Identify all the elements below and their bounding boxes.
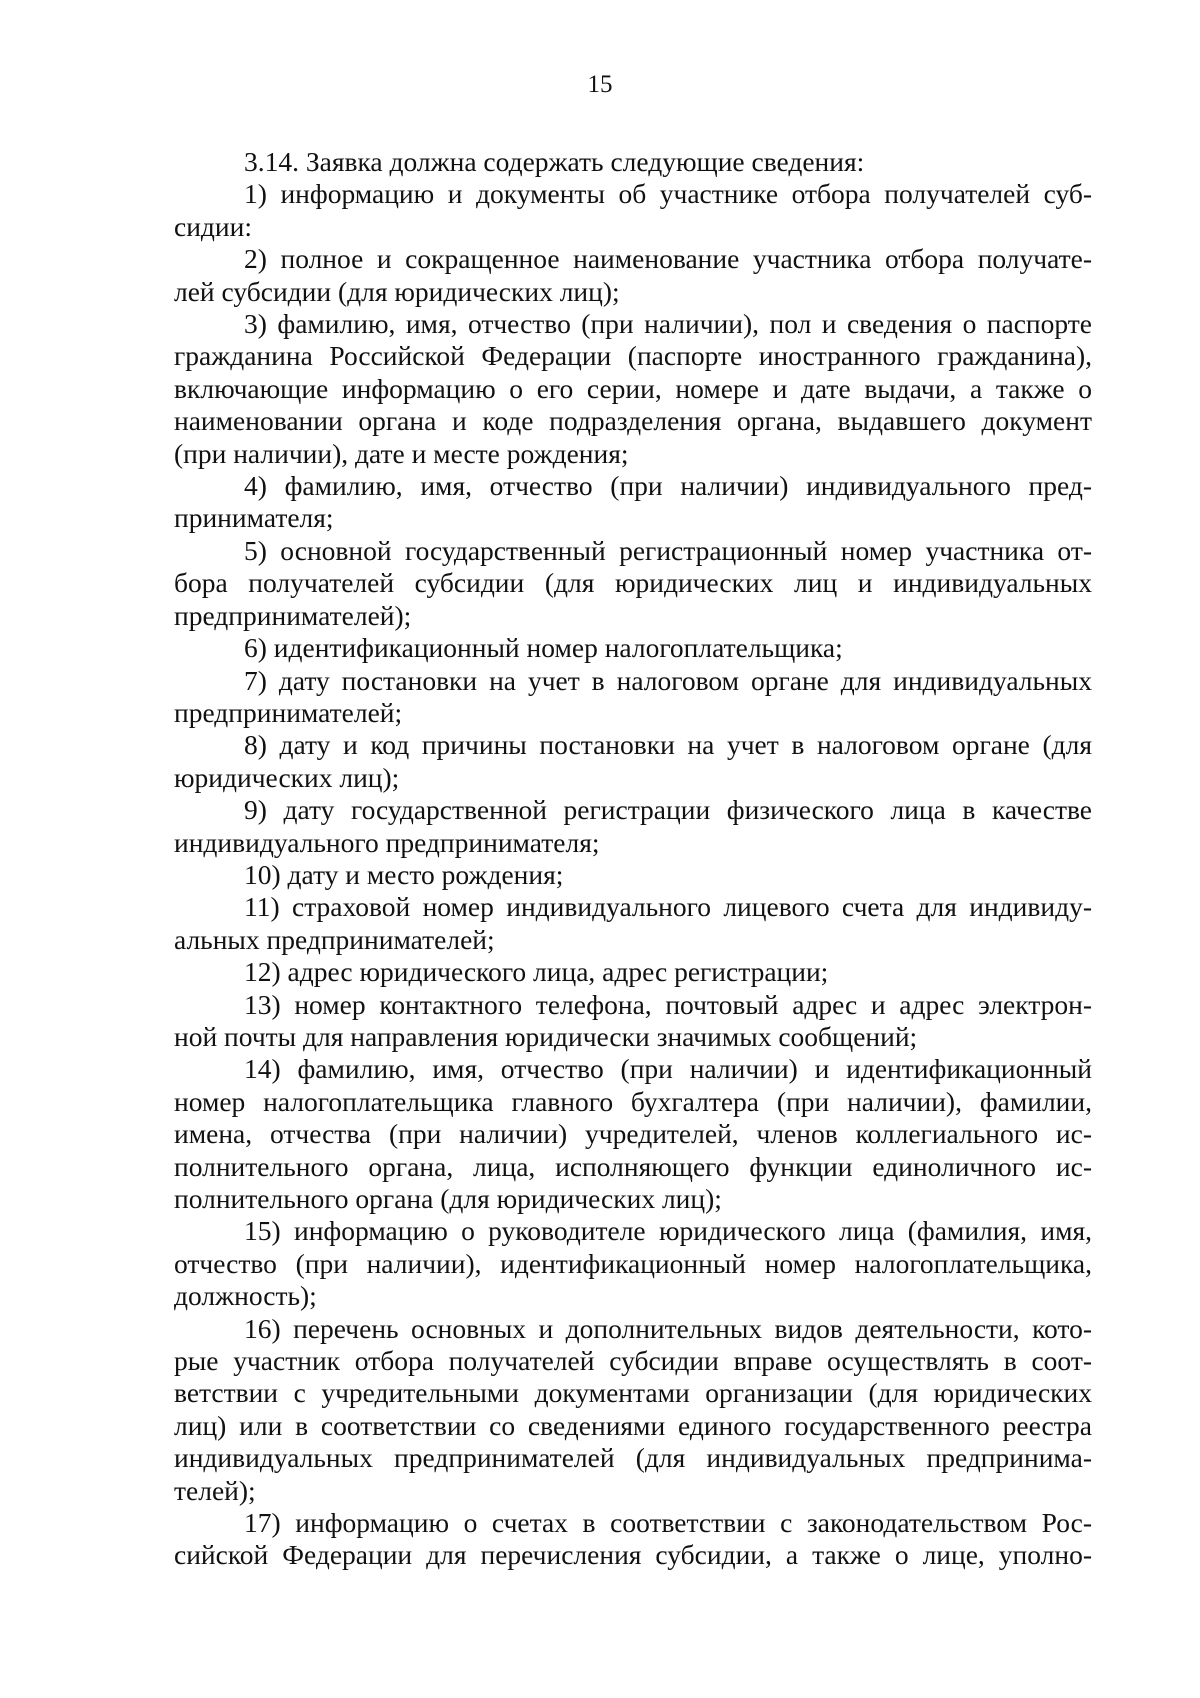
paragraph	[174, 1215, 1092, 1312]
text-line: сийской Федерации для перечисления субсидии, а также о лице, уполно-	[174, 1539, 1092, 1571]
text-line: 3) фамилию, имя, отчество (при наличии), пол и сведения о паспорте	[244, 308, 1092, 340]
paragraph	[174, 1507, 1092, 1572]
paragraph	[174, 794, 1092, 859]
text-line: включающие информацию о его серии, номере и дате выдачи, а также о	[174, 372, 1092, 404]
text-line: полнительного органа (для юридических лиц);	[174, 1183, 722, 1214]
text-line: отчество (при наличии), идентификационный номер налогоплательщика,	[174, 1247, 1092, 1279]
text-line: 4) фамилию, имя, отчество (при наличии) индивидуального пред-	[244, 470, 1092, 502]
text-line: 1) информацию и документы об участнике отбора получателей суб-	[244, 178, 1092, 210]
paragraph	[174, 729, 1092, 794]
text-line: индивидуального предпринимателя;	[174, 826, 600, 858]
text-line: 12) адрес юридического лица, адрес регистрации;	[244, 956, 829, 988]
text-line: 8) дату и код причины постановки на учет в налоговом органе (для	[244, 729, 1092, 761]
text-line: сидии:	[174, 210, 252, 242]
paragraph	[174, 470, 1092, 535]
text-line: 7) дату постановки на учет в налоговом органе для индивидуальных	[244, 664, 1092, 696]
text-line: номер налогоплательщика главного бухгалтера (при наличии), фамилии,	[174, 1085, 1092, 1117]
text-line: альных предпринимателей;	[174, 923, 495, 955]
text-line: телей);	[174, 1474, 256, 1506]
text-line: полнительного органа, лица, исполняющего функции единоличного ис-	[174, 1150, 1092, 1182]
paragraph	[174, 891, 1092, 956]
text-line: 9) дату государственной регистрации физического лица в качестве	[244, 794, 1092, 826]
paragraph	[174, 859, 1092, 891]
text-line: 10) дату и место рождения;	[244, 858, 564, 890]
paragraph	[174, 665, 1092, 730]
paragraph	[174, 989, 1092, 1054]
text-line: ной почты для направления юридически значимых сообщений;	[174, 1020, 918, 1052]
text-line: 11) страховой номер индивидуального лицевого счета для индивиду-	[244, 891, 1092, 923]
text-line: 16) перечень основных и дополнительных видов деятельности, кото-	[244, 1312, 1092, 1344]
text-line: гражданина Российской Федерации (паспорте иностранного гражданина),	[174, 340, 1092, 372]
paragraph	[174, 1053, 1092, 1215]
text-line: предпринимателей;	[174, 696, 403, 728]
text-line: 13) номер контактного телефона, почтовый адрес и адрес электрон-	[244, 988, 1092, 1020]
paragraph	[174, 146, 1092, 178]
paragraph	[174, 535, 1092, 632]
text-line: предпринимателей);	[174, 599, 412, 631]
text-line: ветствии с учредительными документами организации (для юридических	[174, 1377, 1092, 1409]
text-line: должность);	[174, 1280, 317, 1312]
text-line: бора получателей субсидии (для юридических лиц и индивидуальных	[174, 567, 1092, 599]
paragraph	[174, 1313, 1092, 1507]
paragraph	[174, 632, 1092, 664]
text-line: 6) идентификационный номер налогоплательщика;	[244, 632, 843, 664]
text-line: 15) информацию о руководителе юридического лица (фамилия, имя,	[244, 1215, 1092, 1247]
text-line: 5) основной государственный регистрационный номер участника от-	[244, 534, 1092, 566]
paragraph	[174, 243, 1092, 308]
text-line: (при наличии), дате и месте рождения;	[174, 437, 629, 469]
text-line: 14) фамилию, имя, отчество (при наличии) и идентификационный	[244, 1053, 1092, 1085]
paragraph	[174, 308, 1092, 470]
text-line: 2) полное и сокращенное наименование участника отбора получате-	[244, 243, 1092, 275]
paragraph	[174, 956, 1092, 988]
document-body	[174, 146, 1092, 1572]
text-line: индивидуальных предпринимателей (для индивидуальных предпринима-	[174, 1442, 1092, 1474]
text-line: принимателя;	[174, 502, 334, 534]
text-line: наименовании органа и коде подразделения органа, выдавшего документ	[174, 405, 1092, 437]
text-line: рые участник отбора получателей субсидии вправе осуществлять в соот-	[174, 1345, 1092, 1377]
text-line: лиц) или в соответствии со сведениями единого государственного реестра	[174, 1409, 1092, 1441]
text-line: юридических лиц);	[174, 761, 400, 793]
text-line: 17) информацию о счетах в соответствии с законодательством Рос-	[244, 1507, 1092, 1539]
text-line: лей субсидии (для юридических лиц);	[174, 275, 620, 307]
text-line: имена, отчества (при наличии) учредителей, членов коллегиального ис-	[174, 1118, 1092, 1150]
text-line: 3.14. Заявка должна содержать следующие сведения:	[244, 146, 865, 177]
paragraph	[174, 178, 1092, 243]
page-number: 15	[587, 71, 613, 98]
